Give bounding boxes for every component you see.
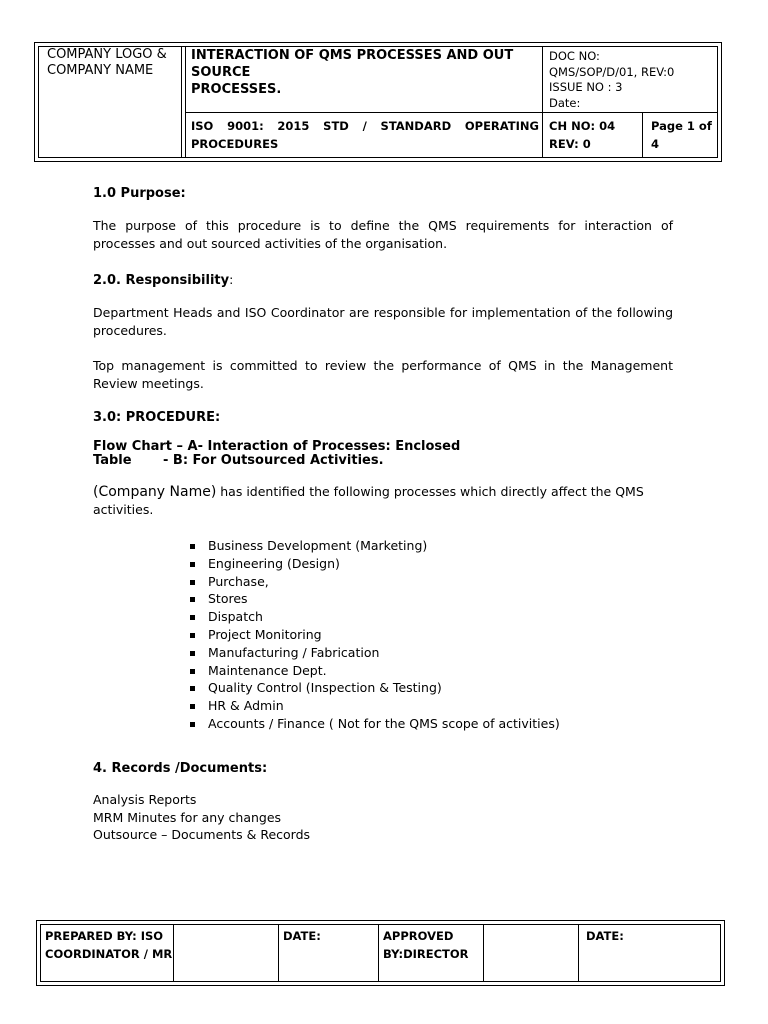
process-name: Engineering (Design) bbox=[208, 555, 340, 571]
responsibility-colon: : bbox=[229, 272, 234, 287]
processes-intro bbox=[93, 483, 673, 519]
process-name: Purchase, bbox=[208, 573, 269, 589]
responsibility-text-1: Department Heads and ISO Coordinator are responsible for implementation of the following procedures. bbox=[93, 305, 673, 338]
standard-word: OPERATING bbox=[464, 119, 539, 133]
process-name: Project Monitoring bbox=[208, 626, 322, 642]
flow-chart-reference bbox=[93, 440, 460, 468]
processes-intro-text: has identified the following processes which directly affect the QMS activities. bbox=[93, 484, 644, 517]
standard-line2: PROCEDURES bbox=[191, 137, 279, 151]
standard-word: STANDARD bbox=[380, 119, 452, 133]
header-divider bbox=[181, 47, 182, 157]
responsibility-text-2: Top management is committed to review the performance of QMS in the Management Review meetings. bbox=[93, 358, 673, 391]
logo-text-line1: COMPANY LOGO & bbox=[47, 47, 167, 62]
ch-no: CH NO: 04 bbox=[549, 119, 616, 133]
process-name: Accounts / Finance ( Not for the QMS scope of activities) bbox=[208, 715, 560, 731]
list-item bbox=[190, 644, 560, 662]
approved-by bbox=[383, 927, 469, 963]
document-header-table bbox=[34, 42, 722, 162]
header-divider bbox=[542, 47, 543, 157]
process-name: Manufacturing / Fabrication bbox=[208, 644, 380, 660]
issue-no: ISSUE NO : 3 bbox=[549, 80, 623, 94]
approved-by-line2: BY:DIRECTOR bbox=[383, 947, 469, 961]
flow-label: Flow Chart bbox=[93, 439, 172, 454]
bullet-icon bbox=[190, 633, 195, 638]
standard-word: ISO bbox=[191, 119, 214, 133]
bullet-icon bbox=[190, 562, 195, 567]
bullet-icon bbox=[190, 544, 195, 549]
standard-word: STD bbox=[323, 119, 349, 133]
list-item bbox=[190, 590, 560, 608]
process-name: Dispatch bbox=[208, 609, 263, 625]
table-label: Table bbox=[93, 453, 132, 468]
approved-date-label: DATE: bbox=[586, 929, 624, 943]
record-item: Outsource – Documents & Records bbox=[93, 827, 311, 842]
list-item bbox=[190, 679, 560, 697]
standard-line1 bbox=[191, 117, 539, 135]
standard-word: 2015 bbox=[277, 119, 310, 133]
logo-text-line2: COMPANY NAME bbox=[47, 63, 154, 78]
approval-footer-table bbox=[36, 920, 725, 986]
document-title bbox=[191, 47, 539, 98]
list-item bbox=[190, 715, 560, 733]
purpose-text: The purpose of this procedure is to define the QMS requirements for interaction of processes and out sourced activities of the organisation. bbox=[93, 218, 673, 251]
responsibility-heading: 2.0. Responsibility bbox=[93, 273, 230, 288]
header-divider bbox=[642, 113, 643, 157]
document-info bbox=[549, 49, 674, 111]
standard-reference bbox=[191, 117, 539, 153]
bullet-icon bbox=[190, 615, 195, 620]
doc-no-label: DOC NO: bbox=[549, 49, 600, 63]
header-inner-border bbox=[38, 46, 718, 158]
prepared-by-line2: COORDINATOR / MR bbox=[45, 947, 173, 961]
flow-desc: – A- Interaction of Processes: Enclosed bbox=[176, 439, 461, 454]
change-info bbox=[549, 117, 615, 153]
footer-inner-border bbox=[40, 924, 721, 982]
bullet-icon bbox=[190, 686, 195, 691]
list-item bbox=[190, 555, 560, 573]
records-heading: 4. Records /Documents: bbox=[93, 761, 268, 776]
procedure-heading: 3.0: PROCEDURE: bbox=[93, 410, 221, 425]
standard-word: 9001: bbox=[227, 119, 264, 133]
purpose-heading: 1.0 Purpose: bbox=[93, 186, 186, 201]
flow-line-1 bbox=[93, 440, 460, 454]
header-divider bbox=[185, 47, 186, 157]
footer-divider bbox=[578, 925, 579, 981]
process-name: Quality Control (Inspection & Testing) bbox=[208, 680, 442, 696]
title-line1: INTERACTION OF QMS PROCESSES AND OUT SOURCE bbox=[191, 48, 514, 80]
header-date: Date: bbox=[549, 95, 581, 110]
table-desc: - B: For Outsourced Activities. bbox=[163, 453, 384, 468]
process-name: Maintenance Dept. bbox=[208, 662, 327, 678]
doc-no-value: QMS/SOP/D/01, REV:0 bbox=[549, 64, 675, 79]
approved-by-line1: APPROVED bbox=[383, 929, 454, 943]
records-list bbox=[93, 791, 310, 844]
list-item bbox=[190, 697, 560, 715]
footer-divider bbox=[483, 925, 484, 981]
record-item: MRM Minutes for any changes bbox=[93, 809, 282, 825]
bullet-icon bbox=[190, 597, 195, 602]
list-item bbox=[190, 626, 560, 644]
bullet-icon bbox=[190, 722, 195, 727]
company-logo-placeholder bbox=[47, 47, 167, 79]
responsibility-heading-row bbox=[93, 271, 673, 290]
bullet-icon bbox=[190, 704, 195, 709]
company-name-placeholder: (Company Name) bbox=[93, 484, 217, 500]
process-name: Business Development (Marketing) bbox=[208, 538, 428, 553]
prepared-by bbox=[45, 927, 172, 963]
header-row-divider bbox=[185, 112, 717, 113]
bullet-icon bbox=[190, 651, 195, 656]
bullet-icon bbox=[190, 580, 195, 585]
record-item: Analysis Reports bbox=[93, 792, 197, 807]
list-item bbox=[190, 608, 560, 626]
list-item bbox=[190, 573, 560, 591]
process-name: Stores bbox=[208, 591, 248, 607]
page-number: Page 1 of 4 bbox=[651, 119, 712, 151]
title-line2: PROCESSES. bbox=[191, 82, 282, 97]
list-item bbox=[190, 537, 560, 555]
rev-no: REV: 0 bbox=[549, 137, 591, 151]
flow-line-2 bbox=[93, 454, 460, 468]
footer-divider bbox=[278, 925, 279, 981]
process-name: HR & Admin bbox=[208, 698, 284, 714]
footer-divider bbox=[173, 925, 174, 981]
process-list bbox=[190, 537, 560, 733]
list-item bbox=[190, 662, 560, 680]
prepared-date-label: DATE: bbox=[283, 929, 321, 943]
standard-word: / bbox=[362, 119, 367, 133]
prepared-by-line1: PREPARED BY: ISO bbox=[45, 929, 164, 943]
bullet-icon bbox=[190, 669, 195, 674]
footer-divider bbox=[378, 925, 379, 981]
